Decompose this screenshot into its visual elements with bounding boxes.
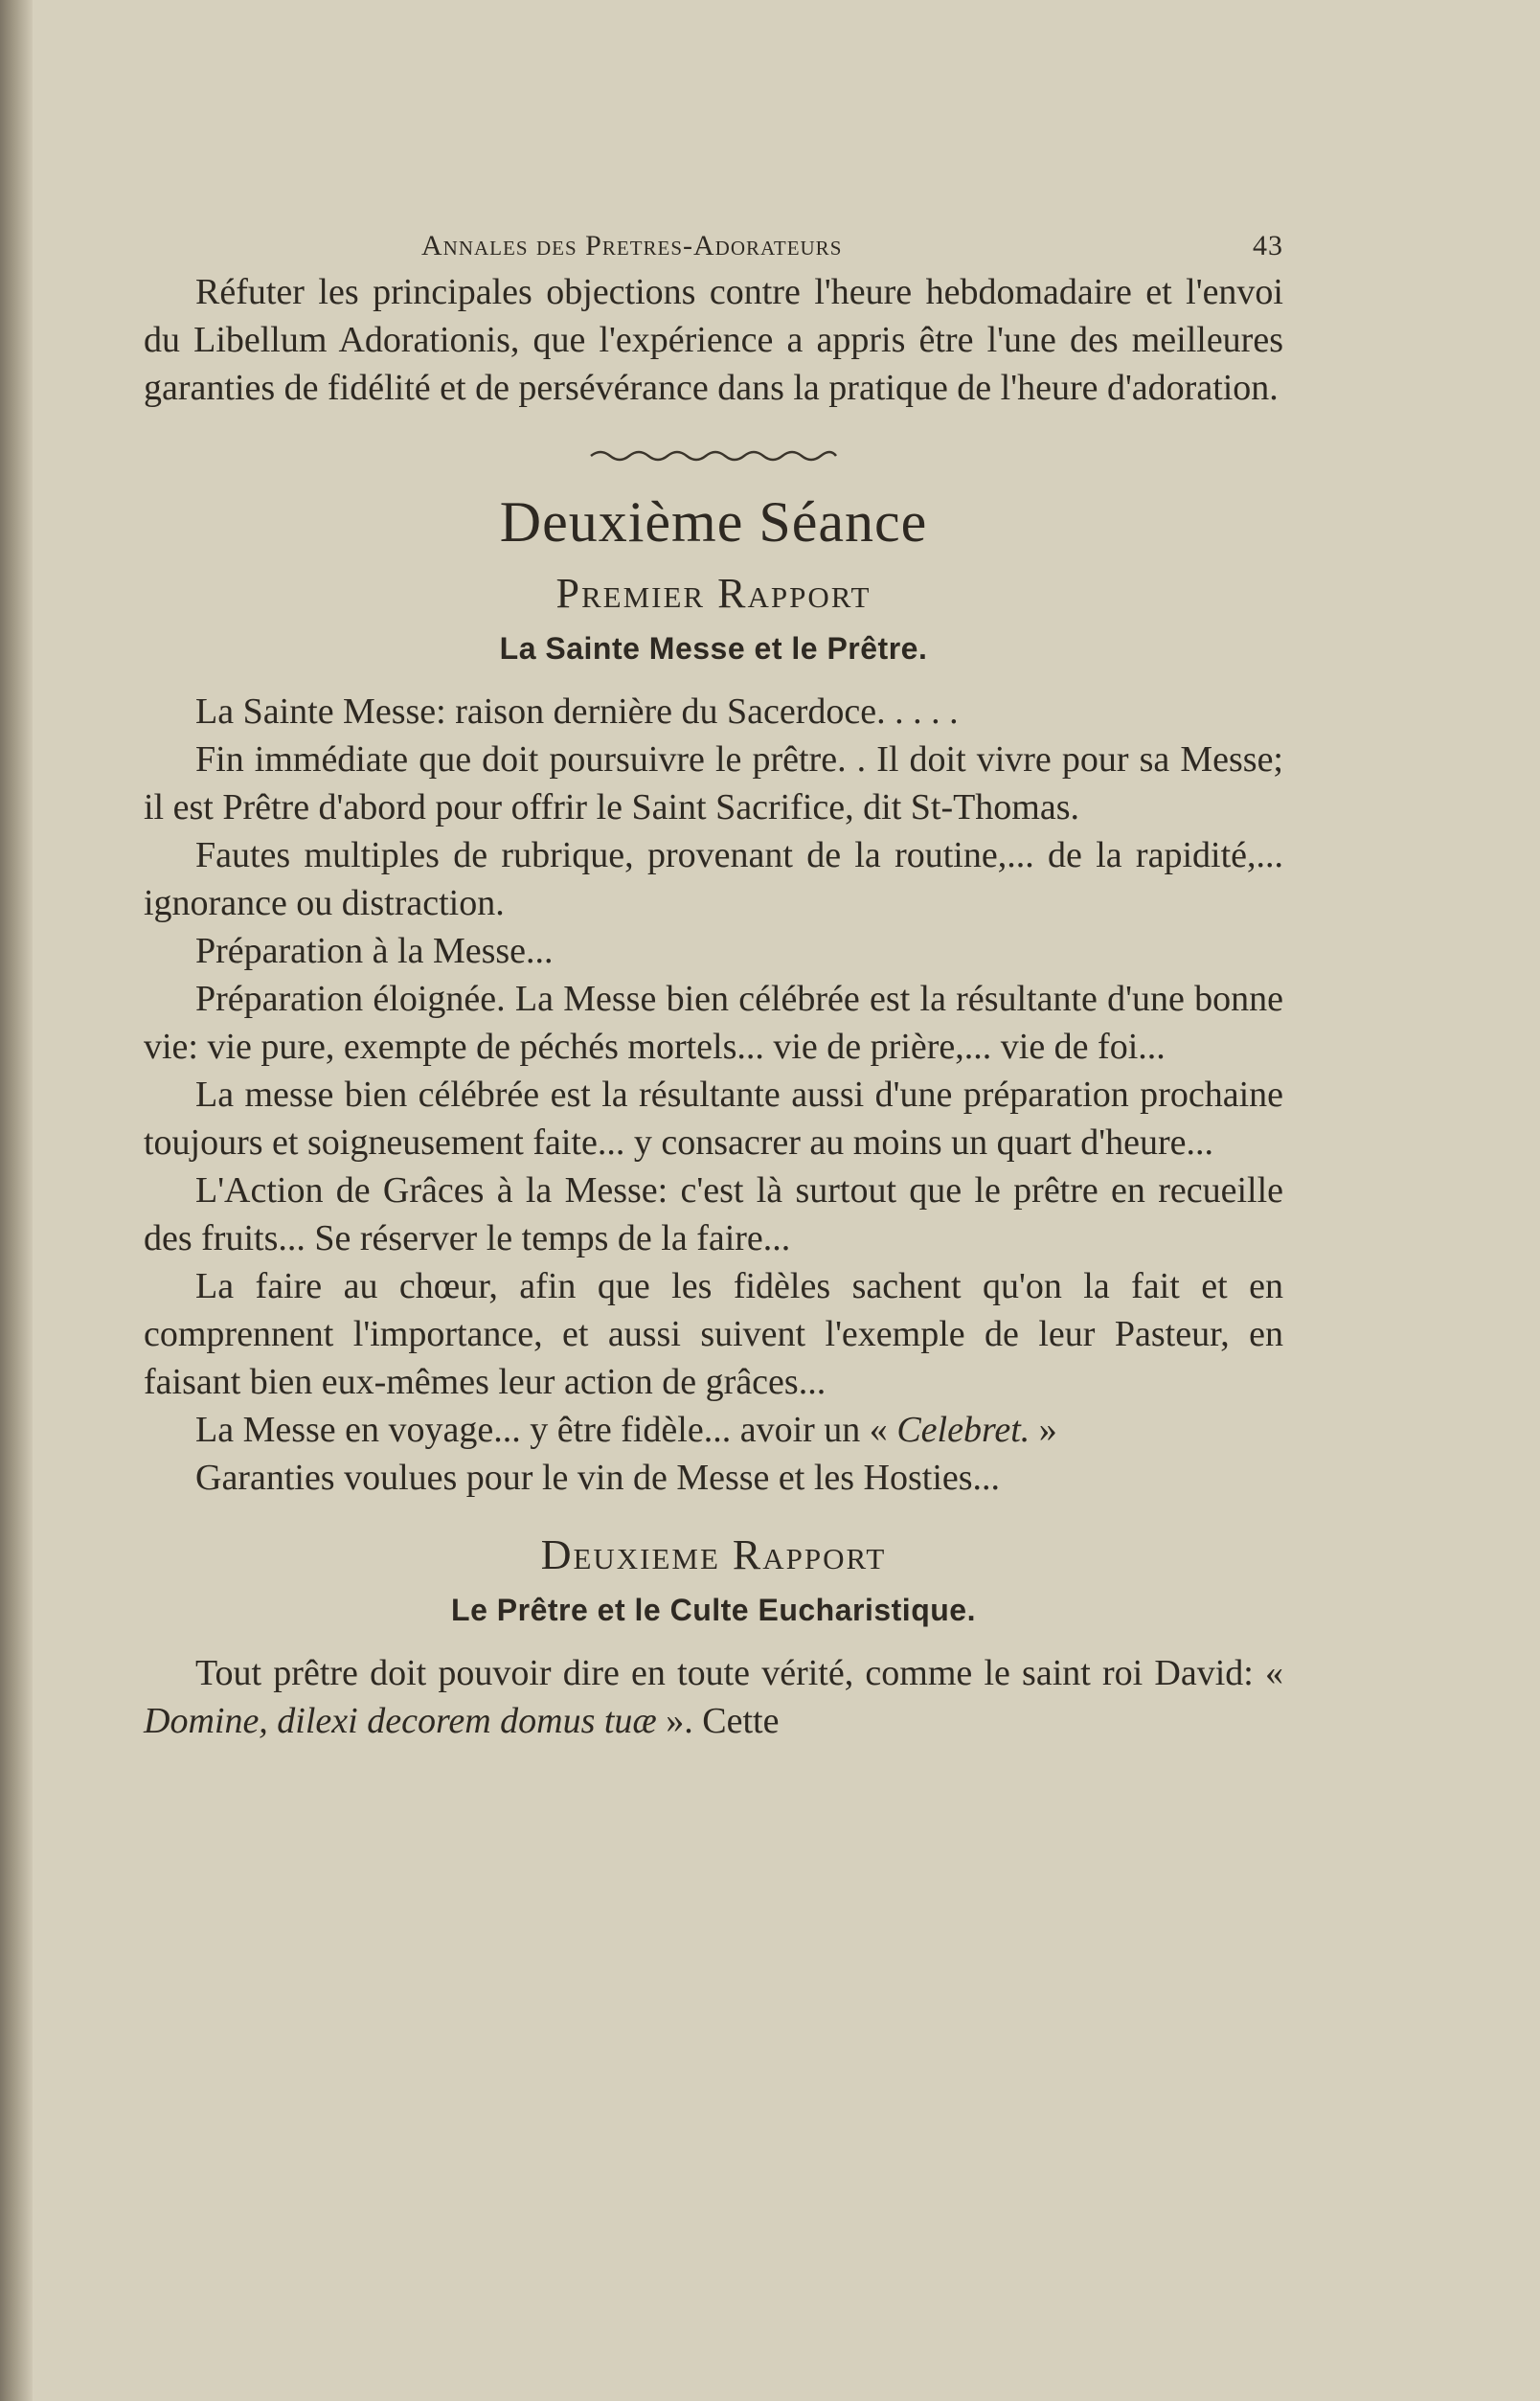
paragraph: L'Action de Grâces à la Messe: c'est là surtout que le prêtre en recueille des fruits... Se réserver le temps de la faire... [144,1170,1283,1258]
rapport-1-body [144,688,1283,1502]
rapport-1-heading: Premier Rapport [555,570,872,617]
paragraph: Fautes multiples de rubrique, provenant de la routine,... de la rapidité,... ignorance ou distraction. [144,835,1283,923]
intro-paragraph: Réfuter les principales objections contre l'heure hebdomadaire et l'envoi du Libellum Adorationis, que l'expérience a appris être l'une des meilleures garanties de fidélité et de persévérance dans la pratique de l'heure d'adoration. [144,272,1283,408]
text-after-quote: ». Cette [666,1701,780,1741]
running-title: Annales des Pretres-Adorateurs [421,230,843,261]
wavy-line-icon [589,446,838,465]
rapport-2-subtitle: Le Prêtre et le Culte Eucharistique. [451,1593,976,1627]
paragraph: Préparation éloignée. La Messe bien célébrée est la résultante d'une bonne vie: vie pure, exempte de péchés mortels... vie de prière,... vie de foi... [144,979,1283,1067]
paragraph: Garanties voulues pour le vin de Messe et les Hosties... [195,1458,1001,1498]
paragraph-voyage [144,1406,1283,1454]
voyage-close: » [1038,1410,1057,1450]
running-head [144,211,1283,268]
paragraph: Fin immédiate que doit poursuivre le prêtre. . Il doit vivre pour sa Messe; il est Prêtre d'abord pour offrir le Saint Sacrifice, dit St-Thomas. [144,739,1283,827]
section-title: Deuxième Séance [499,490,928,554]
rapport-1-subtitle: La Sainte Messe et le Prêtre. [499,631,928,666]
paragraph: Préparation à la Messe... [195,931,554,971]
rapport-2-paragraph [144,1649,1283,1745]
rapport-2-heading: Deuxieme Rapport [540,1531,887,1578]
voyage-text: La Messe en voyage... y être fidèle... avoir un « [195,1410,888,1450]
wavy-divider-ornament [144,446,1283,470]
book-spine-shadow [0,0,33,2401]
page-number: 43 [1253,230,1283,261]
latin-quote: Domine, dilexi decorem domus tuæ [144,1701,657,1741]
celebret-term: Celebret. [896,1410,1030,1450]
paragraph: La messe bien célébrée est la résultante aussi d'une préparation prochaine toujours et soigneusement faite... y consacrer au moins un quart d'heure... [144,1075,1283,1163]
paragraph: La Sainte Messe: raison dernière du Sacerdoce. . . . . [195,691,959,732]
page-body [144,211,1283,1745]
paragraph: La faire au chœur, afin que les fidèles sachent qu'on la fait et en comprennent l'importance, et aussi suivent l'exemple de leur Pasteur, en faisant bien eux-mêmes leur action de grâces... [144,1266,1283,1402]
text-before-quote: Tout prêtre doit pouvoir dire en toute vérité, comme le saint roi David: « [195,1653,1283,1693]
